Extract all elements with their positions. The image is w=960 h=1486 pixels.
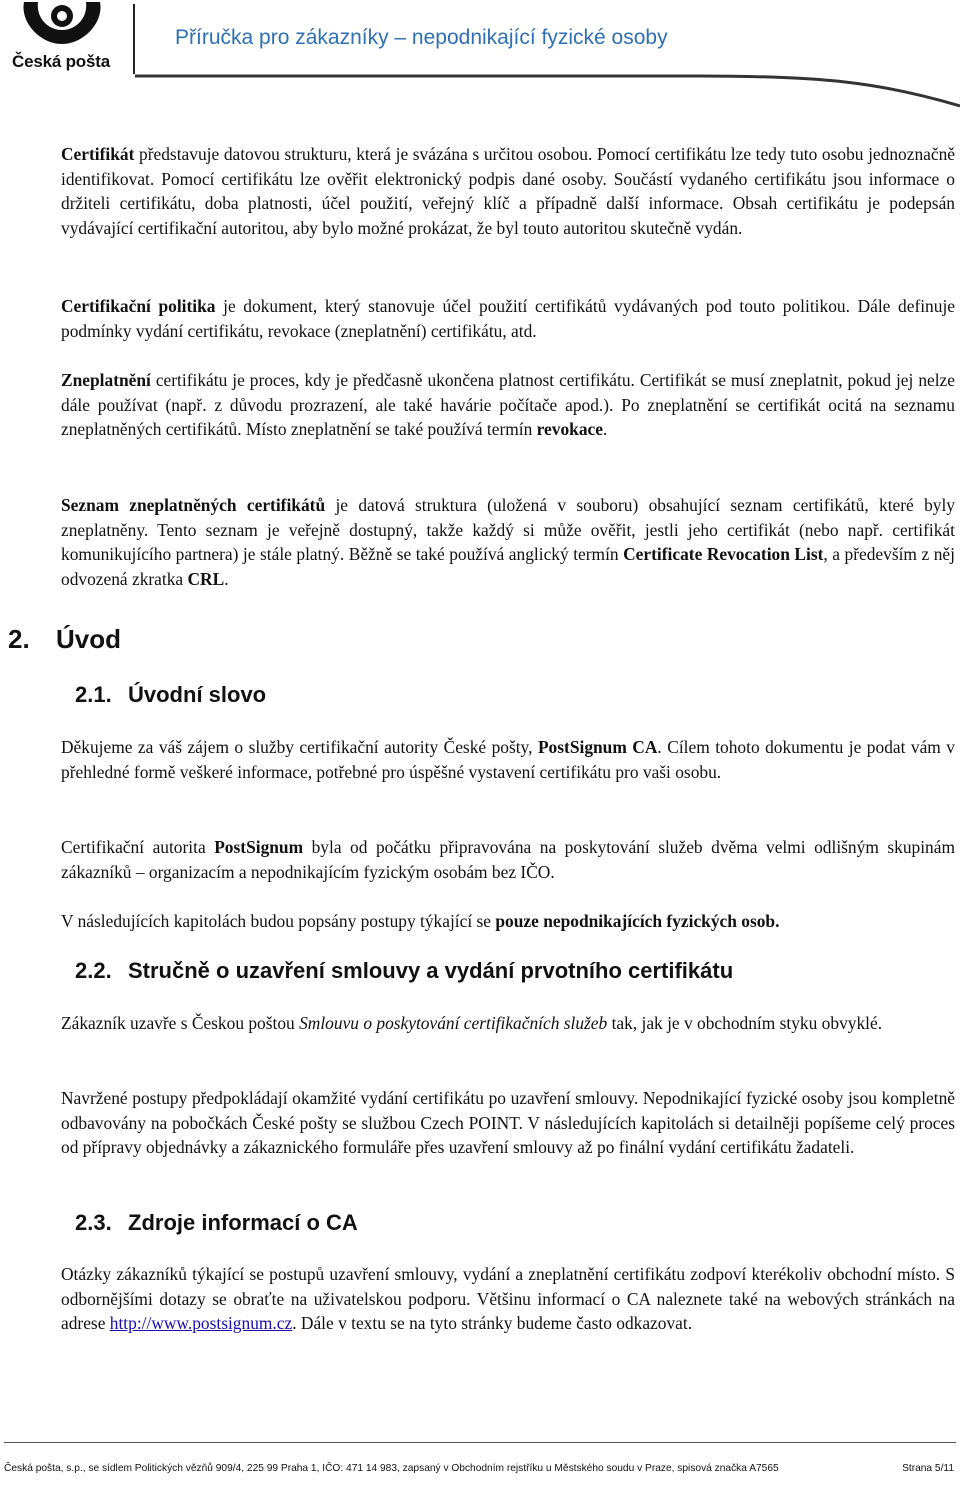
paragraph-certifikacni-autorita bbox=[61, 835, 955, 884]
postsignum-link[interactable]: http://www.postsignum.cz bbox=[109, 1313, 293, 1333]
section-heading-uvod bbox=[8, 624, 121, 655]
text: . bbox=[602, 419, 608, 439]
text: Otázky zákazníků týkající se postupů uzavření smlouvy, vydání a zneplatnění certifikátu zodpoví kterékoliv obchodní místo. S odbornějšími dotazy se obraťte na uživatelskou podporu. Většinu informací o CA naleznete také na webových stránkách na adrese bbox=[61, 1264, 955, 1333]
paragraph-certifikacni-politika bbox=[61, 294, 955, 343]
footer-divider bbox=[4, 1442, 956, 1443]
paragraph-block bbox=[61, 368, 955, 442]
page-header bbox=[0, 0, 960, 110]
page-content bbox=[61, 142, 955, 240]
subsection-heading-zdroje bbox=[75, 1210, 358, 1236]
paragraph-dekujeme bbox=[61, 735, 955, 784]
subsection-title: Úvodní slovo bbox=[128, 682, 267, 707]
paragraph-block bbox=[61, 1086, 955, 1160]
header-divider bbox=[133, 4, 135, 74]
paragraph-block bbox=[61, 493, 955, 591]
text: Zákazník uzavře s Českou poštou bbox=[61, 1013, 300, 1033]
text: tak, jak je v obchodním styku obvyklé. bbox=[607, 1013, 883, 1033]
text: je datová struktura (uložená v souboru) obsahující seznam certifikátů, které byly zneplatněny. Tento seznam je veřejně dostupný, takže každý si může ověřit, jestli jeho certifikát (nebo např. certifikát komunikujícího partnera) je stále platný. Běžně se také používá anglický termín bbox=[61, 495, 956, 564]
text: , a především z něj odvozená zkratka bbox=[61, 544, 955, 589]
subsection-number: 2.1. bbox=[75, 682, 112, 707]
text: Děkujeme za váš zájem o služby certifikační autority České pošty, bbox=[61, 737, 538, 757]
subsection-number: 2.3. bbox=[75, 1210, 112, 1235]
paragraph-otazky bbox=[61, 1262, 955, 1336]
paragraph-navrzene: Navržené postupy předpokládají okamžité vydání certifikátu po uzavření smlouvy. Nepodnikající fyzické osoby jsou kompletně odbavovány na pobočkách České pošty se službou Czech POINT. V následujících kapitolách si detailněji popíšeme celý proces od přípravy objednávky a zákaznického formuláře přes uzavření smlouvy až po finální vydání certifikátu žadateli. bbox=[61, 1088, 955, 1157]
text: certifikátu je proces, kdy je předčasně ukončena platnost certifikátu. Certifikát se musí zneplatnit, pokud jej nelze dále používat (např. z důvodu prozrazení, ale také havárie počítače apod.). Po zneplatnění se certifikát ocitá na seznamu zneplatněných certifikátů. Místo zneplatnění se také používá termín bbox=[61, 370, 955, 439]
page-number: Strana 5/11 bbox=[902, 1463, 954, 1474]
logo-text: Česká pošta bbox=[12, 52, 110, 71]
term-revokace: revokace bbox=[536, 419, 603, 439]
term-postsignum-ca: PostSignum CA bbox=[537, 737, 658, 757]
subsection-title: Zdroje informací o CA bbox=[128, 1210, 358, 1235]
paragraph-block bbox=[61, 835, 955, 884]
document-title: Příručka pro zákazníky – nepodnikající fyzické osoby bbox=[175, 26, 668, 49]
paragraph-block bbox=[61, 1011, 955, 1036]
paragraph-block bbox=[61, 294, 955, 343]
text: . Cílem tohoto dokumentu je podat vám v přehledné formě veškeré informace, potřebné pro úspěšné vystavení certifikátu pro vaši osobu. bbox=[61, 737, 955, 782]
term-zneplatneni: Zneplatnění bbox=[61, 370, 151, 390]
paragraph-certifikat bbox=[61, 142, 955, 240]
subsection-number: 2.2. bbox=[75, 958, 112, 983]
text: V následujících kapitolách budou popsány postupy týkající se bbox=[61, 911, 496, 931]
header-curve-decoration bbox=[0, 70, 960, 110]
section-number: 2. bbox=[8, 624, 30, 654]
text: byla od počátku připravována na poskytování služeb dvěma velmi odlišným skupinám zákazníků – organizacím a nepodnikajícím fyzickým osobám bez IČO. bbox=[61, 837, 955, 882]
text: je dokument, který stanovuje účel použití certifikátů vydávaných pod touto politikou. Dále definuje podmínky vydání certifikátu, revokace (zneplatnění) certifikátu, atd. bbox=[61, 296, 956, 341]
paragraph-block bbox=[61, 735, 955, 784]
term-certifikat: Certifikát bbox=[61, 144, 135, 164]
subsection-title: Stručně o uzavření smlouvy a vydání prvotního certifikátu bbox=[128, 958, 734, 983]
paragraph-block bbox=[61, 1262, 955, 1336]
term-postsignum: PostSignum bbox=[214, 837, 304, 857]
paragraph-nasledujici bbox=[61, 909, 955, 934]
subsection-heading-uvodni-slovo bbox=[75, 682, 266, 708]
subsection-heading-strucne bbox=[75, 958, 733, 984]
text: . bbox=[224, 568, 229, 589]
term-seznam: Seznam zneplatněných certifikátů bbox=[61, 495, 326, 515]
posthorn-icon bbox=[14, 0, 110, 52]
paragraph-zakaznik bbox=[61, 1011, 955, 1036]
term-nepodnikajici: pouze nepodnikajících fyzických osob. bbox=[495, 911, 780, 931]
ceska-posta-logo bbox=[6, 0, 118, 76]
text: . Dále v textu se na tyto stránky budeme často odkazovat. bbox=[292, 1313, 693, 1333]
term-smlouva: Smlouvu o poskytování certifikačních služeb bbox=[299, 1013, 608, 1033]
term-certifikacni-politika: Certifikační politika bbox=[61, 296, 216, 316]
term-crl-full: Certificate Revocation List bbox=[623, 544, 824, 564]
paragraph-seznam bbox=[61, 493, 955, 591]
section-title: Úvod bbox=[56, 624, 121, 654]
term-crl: CRL bbox=[187, 568, 225, 589]
text: představuje datovou strukturu, která je svázána s určitou osobou. Pomocí certifikátu lze tedy tuto osobu jednoznačně identifikovat. Pomocí certifikátu lze ověřit elektronický podpis dané osoby. Součástí vydaného certifikátu jsou informace o držiteli certifikátu, doba platnosti, účel použití, veřejný klíč a případně další informace. Obsah certifikátu je podepsán vydávající certifikační autoritou, aby bylo možné prokázat, že byl touto autoritou skutečně vydán. bbox=[61, 144, 955, 238]
paragraph-block bbox=[61, 909, 955, 934]
footer-company-info: Česká pošta, s.p., se sídlem Politických vězňů 909/4, 225 99 Praha 1, IČO: 471 14 983, zapsaný v Obchodním rejstříku u Městského soudu v Praze, spisová značka A7565 bbox=[4, 1463, 779, 1474]
text: Certifikační autorita bbox=[61, 837, 215, 857]
paragraph-zneplatneni bbox=[61, 368, 955, 442]
